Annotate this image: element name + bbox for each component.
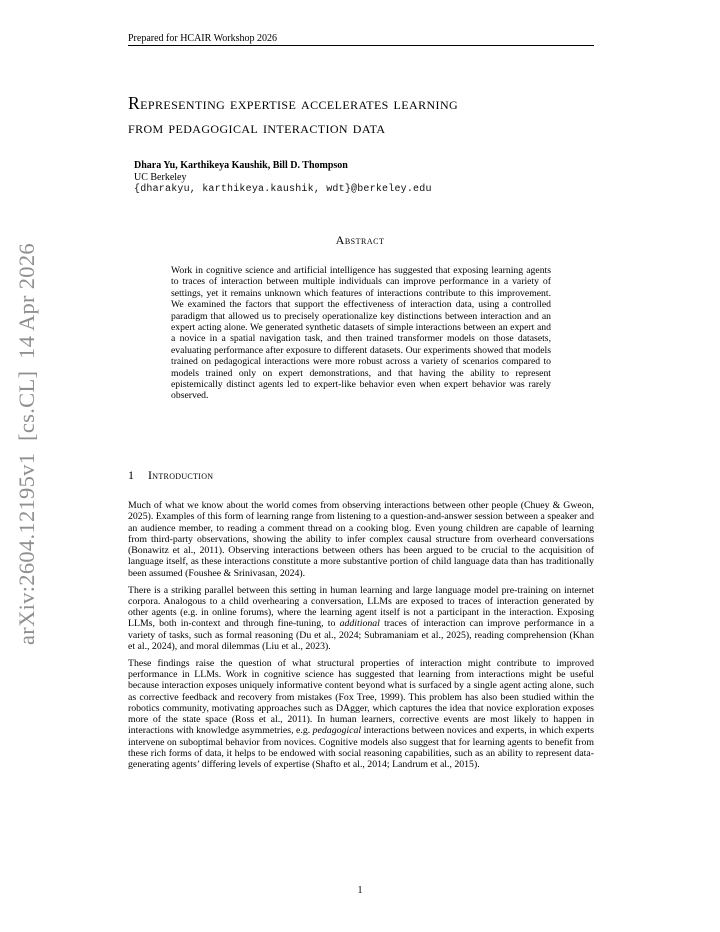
introduction-body (128, 500, 594, 776)
intro-paragraph-2-text-b: traces of interaction can improve performance in a variety of tasks, such as formal reasoning (Du et al., 2024; Subramaniam et al., 2025), reading comprehension (Khan et al., 2024), and moral dilemmas (Liu et al., 2023). (128, 618, 594, 652)
paper-title-line-2: from pedagogical interaction data (128, 117, 386, 137)
header-venue-note: Prepared for HCAIR Workshop 2026 (128, 33, 277, 44)
intro-paragraph-2-text-a: There is a striking parallel between this setting in human learning and large language model pre-training on internet corpora. Analogous to a child overhearing a conversation, LLMs are exposed to traces of interaction generated by other agents (e.g. in online forums), where the learning agent itself is not a participant in the interaction. Exposing LLMs, both in-context and through fine-tuning, to (128, 584, 594, 630)
section-heading-introduction (128, 468, 213, 483)
intro-paragraph-1: Much of what we know about the world comes from observing interactions between other people (Chuey & Gweon, 2025). Examples of this form of learning range from listening to a question-and-answer session between a speaker and an audience member, to reading a comment thread on a cooking blog. Even young children are capable of learning from third-party observations, showing the ability to infer complex causal structure from overheard conversations (Bonawitz et al., 2011). Observing interactions between others has been argued to be crucial to the acquisition of language itself, as these interactions constitute a more substantive portion of child language data than has traditionally been assumed (Foushee & Srinivasan, 2024). (128, 500, 594, 579)
author-block (134, 159, 604, 196)
page-number: 1 (357, 885, 363, 896)
abstract-text: Work in cognitive science and artificial intelligence has suggested that exposing learning agents to traces of interaction between multiple individuals can improve performance in a variety of settings, yet it remains unknown which features of interactions contribute to this improvement. We examined the factors that support the effectiveness of interaction data, using a controlled paradigm that allowed us to precisely operationalize key distinctions between interaction and an expert acting alone. We generated synthetic datasets of simple interactions between an expert and a novice in a spatial navigation task, and then trained transformer models on those datasets, evaluating performance after exposure to different datasets. Our experiments showed that models trained on pedagogical interactions were more robust across a variety of scenarios compared to models trained only on expert demonstrations, and that having the ability to represent epistemically distinct agents led to expert-like behavior even when expert behavior was rarely observed. (171, 265, 551, 402)
section-title: Introduction (148, 468, 214, 482)
arxiv-identifier-stamp: arXiv:2604.12195v1 [cs.CL] 14 Apr 2026 (14, 243, 39, 645)
paper-title-line-1: Representing expertise accelerates learning (128, 93, 459, 113)
author-emails: {dharakyu, karthikeya.kaushik, wdt}@berkeley.edu (134, 184, 432, 195)
paper-title (128, 91, 608, 139)
intro-paragraph-3-text-b: interactions between novices and experts, in which experts intervene on suboptimal behavior from novices. Cognitive models also suggest that for learning agents to benefit from these rich forms of data, it helps to be endowed with social reasoning capabilities, such as an ability to represent data-generating agents’ differing levels of expertise (Shafto et al., 2014; Landrum et al., 2015). (128, 725, 594, 771)
intro-paragraph-3-emphasis: pedagogical (312, 725, 362, 737)
author-names: Dhara Yu, Karthikeya Kaushik, Bill D. Thompson (134, 160, 348, 171)
abstract-heading: Abstract (335, 233, 385, 247)
intro-paragraph-2-emphasis: additional (339, 618, 380, 630)
header-rule (128, 45, 594, 46)
intro-paragraph-2 (128, 585, 594, 653)
intro-paragraph-3 (128, 658, 594, 771)
intro-paragraph-3-text-a: These findings raise the question of what structural properties of interaction might contribute to improved performance in LLMs. Work in cognitive science has suggested that learning from interactions might be useful because interaction exposes uniquely informative content beyond what is surfaced by a single agent acting alone, such as corrective feedback and recovery from mistakes (Fox Tree, 1999). This problem has also been studied within the robotics community, motivating approaches such as DAgger, which captures the idea that novice exploration exposes more of the state space (Ross et al., 2011). In human learners, corrective events are most likely to happen in interactions with knowledge asymmetries, e.g. (128, 657, 594, 737)
author-affiliation: UC Berkeley (134, 172, 187, 183)
section-number: 1 (128, 468, 135, 482)
